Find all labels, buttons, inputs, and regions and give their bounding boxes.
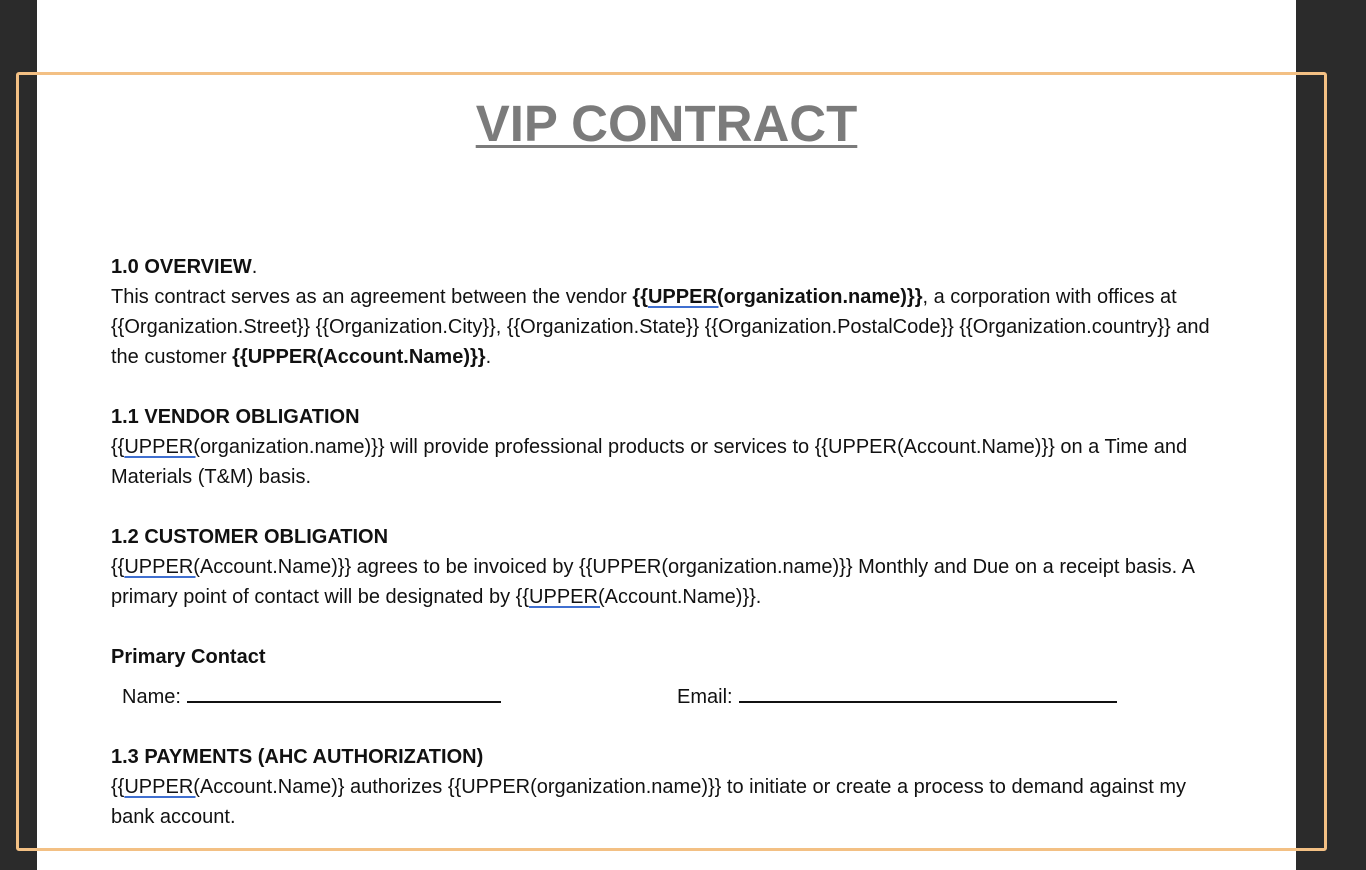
overview-paragraph: This contract serves as an agreement between the vendor {{UPPER(organization.name)}}, a corporation with offices at {{Organization.Street}} {{Organization.City}}, {{Organization.State}} {{Organization.PostalCode}} {{Organization.country}} and the customer {{UPPER(Account.Name)}}. [111, 286, 1210, 368]
contact-email-field[interactable] [677, 682, 1117, 712]
contact-name-blank[interactable] [187, 687, 501, 703]
document-page [37, 0, 1296, 870]
spelling-underline: UPPER( [124, 556, 200, 578]
spelling-underline: UPPER( [124, 776, 200, 798]
overview-heading: 1.0 OVERVIEW. [111, 256, 258, 278]
contact-email-label: Email: [677, 686, 733, 708]
contact-name-field[interactable] [122, 682, 501, 712]
payments-heading: 1.3 PAYMENTS (AHC AUTHORIZATION) [111, 746, 484, 768]
primary-contact-heading: Primary Contact [111, 646, 266, 668]
vendor-obligation-paragraph: {{UPPER(organization.name)}} will provide professional products or services to {{UPPER(Account.Name)}} on a Time and Materials (T&M) basis. [111, 436, 1188, 488]
vendor-obligation-heading: 1.1 VENDOR OBLIGATION [111, 406, 360, 428]
spelling-underline: UPPER( [529, 586, 605, 608]
customer-obligation-paragraph: {{UPPER(Account.Name)}} agrees to be invoiced by {{UPPER(organization.name)}} Monthly and Due on a receipt basis. A primary point of contact will be designated by {{UPPER(Account.Name)}}. [111, 556, 1194, 608]
primary-contact-fields [111, 672, 1231, 712]
document-title: VIP CONTRACT [475, 95, 858, 152]
contact-email-blank[interactable] [739, 687, 1117, 703]
spelling-underline: UPPER( [124, 436, 200, 458]
customer-obligation-heading: 1.2 CUSTOMER OBLIGATION [111, 526, 389, 548]
spelling-underline: UPPER( [647, 286, 724, 308]
contact-name-label: Name: [122, 686, 181, 708]
document-body [111, 252, 1231, 862]
payments-paragraph: {{UPPER(Account.Name)} authorizes {{UPPER(organization.name)}} to initiate or create a process to demand against my bank account. [111, 776, 1187, 828]
